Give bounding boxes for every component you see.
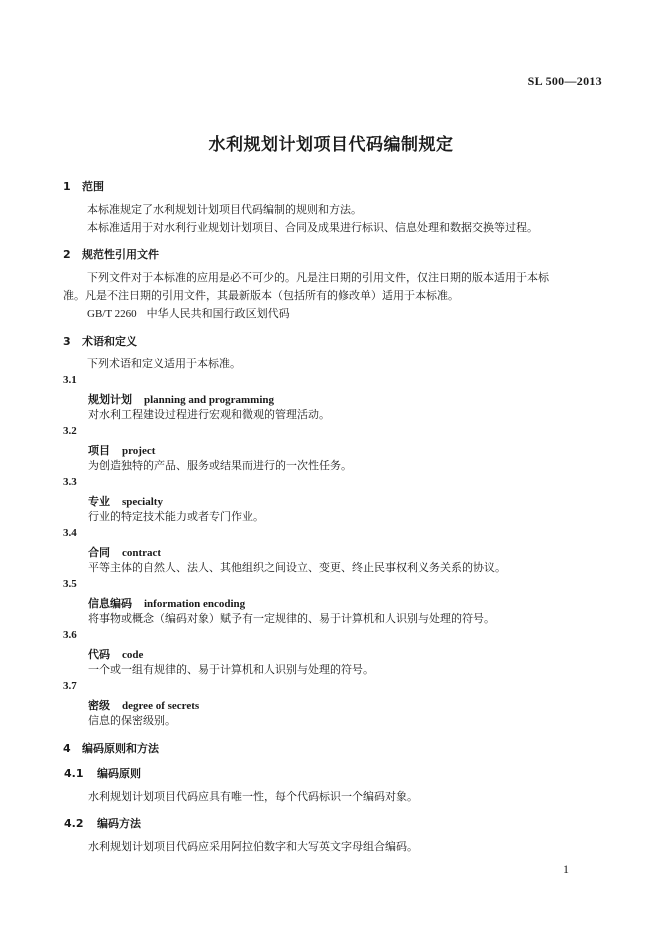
section-number: 1	[63, 180, 71, 193]
standard-code: SL 500—2013	[527, 74, 602, 88]
term-en: planning and programming	[144, 394, 275, 406]
term-number: 3.6	[63, 629, 77, 641]
term-zh: 项目	[88, 444, 110, 457]
term-number: 3.1	[63, 374, 77, 386]
paragraph: 下列术语和定义适用于本标准。	[87, 357, 241, 370]
term-en: specialty	[122, 496, 163, 508]
term-definition: 为创造独特的产品、服务或结果而进行的一次性任务。	[88, 459, 352, 472]
section-number: 3	[63, 335, 71, 348]
normative-reference	[87, 307, 290, 321]
section-2-heading	[63, 246, 159, 262]
term-en: information encoding	[144, 598, 246, 610]
term-zh: 信息编码	[88, 597, 132, 610]
paragraph: 水利规划计划项目代码应采用阿拉伯数字和大写英文字母组合编码。	[88, 840, 418, 853]
term-heading	[88, 697, 199, 713]
term-en: project	[122, 445, 156, 457]
term-en: degree of secrets	[122, 700, 200, 712]
section-3-heading	[63, 333, 137, 349]
section-title: 术语和定义	[82, 335, 137, 348]
section-number: 4	[63, 742, 71, 755]
term-definition: 对水利工程建设过程进行宏观和微观的管理活动。	[88, 408, 330, 421]
paragraph: 下列文件对于本标准的应用是必不可少的。凡是注日期的引用文件，仅注日期的版本适用于本标	[87, 271, 549, 284]
paragraph: 准。凡是不注日期的引用文件，其最新版本（包括所有的修改单）适用于本标准。	[63, 289, 459, 302]
subsection-4-1-heading	[64, 765, 141, 781]
subsection-4-2-heading	[64, 815, 141, 831]
term-heading	[88, 595, 245, 611]
paragraph: 本标准适用于对水利行业规划计划项目、合同及成果进行标识、信息处理和数据交换等过程。	[87, 221, 538, 234]
section-title: 编码原则和方法	[82, 742, 159, 755]
term-zh: 规划计划	[88, 393, 132, 406]
section-1-heading	[63, 178, 104, 194]
term-number: 3.7	[63, 680, 77, 692]
term-zh: 专业	[88, 495, 110, 508]
term-number: 3.4	[63, 527, 77, 539]
subsection-title: 编码原则	[97, 767, 141, 780]
term-en: code	[122, 649, 144, 661]
term-number: 3.3	[63, 476, 77, 488]
term-heading	[88, 493, 163, 509]
term-definition: 平等主体的自然人、法人、其他组织之间设立、变更、终止民事权利义务关系的协议。	[88, 561, 506, 574]
term-zh: 密级	[88, 699, 110, 712]
term-heading	[88, 544, 161, 560]
term-heading	[88, 442, 155, 458]
term-number: 3.2	[63, 425, 77, 437]
subsection-number: 4.2	[64, 817, 84, 830]
paragraph: 本标准规定了水利规划计划项目代码编制的规则和方法。	[87, 203, 362, 216]
section-number: 2	[63, 248, 71, 261]
term-definition: 将事物或概念（编码对象）赋予有一定规律的、易于计算机和人识别与处理的符号。	[88, 612, 495, 625]
term-heading	[88, 646, 143, 662]
term-definition: 一个或一组有规律的、易于计算机和人识别与处理的符号。	[88, 663, 374, 676]
section-title: 范围	[82, 180, 104, 193]
term-zh: 代码	[88, 648, 110, 661]
reference-code: GB/T 2260	[87, 308, 137, 320]
term-heading	[88, 391, 274, 407]
term-en: contract	[122, 547, 162, 559]
document-title: 水利规划计划项目代码编制规定	[208, 135, 454, 155]
section-4-heading	[63, 740, 159, 756]
term-zh: 合同	[88, 546, 110, 559]
subsection-title: 编码方法	[97, 817, 141, 830]
section-title: 规范性引用文件	[82, 248, 159, 261]
reference-title: 中华人民共和国行政区划代码	[146, 307, 290, 320]
term-definition: 信息的保密级别。	[88, 714, 176, 727]
subsection-number: 4.1	[64, 767, 84, 780]
page-number: 1	[563, 862, 569, 876]
term-definition: 行业的特定技术能力或者专门作业。	[88, 510, 264, 523]
term-number: 3.5	[63, 578, 77, 590]
paragraph: 水利规划计划项目代码应具有唯一性，每个代码标识一个编码对象。	[88, 790, 418, 803]
